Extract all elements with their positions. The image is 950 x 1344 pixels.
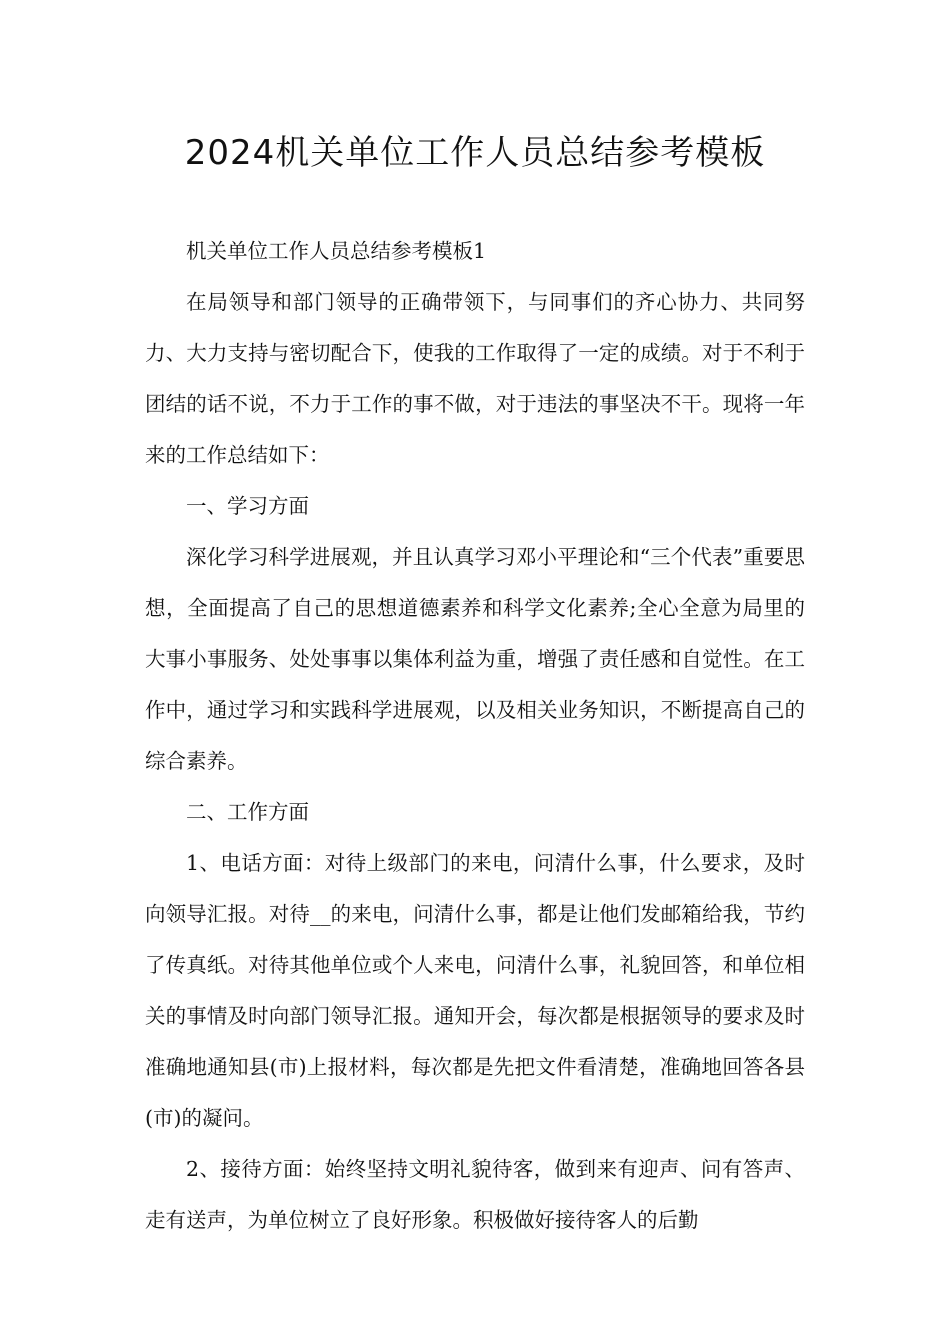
- subsection-heading-work: 二、工作方面: [186, 800, 309, 824]
- document-body: [145, 226, 805, 1246]
- section-heading: 机关单位工作人员总结参考模板1: [186, 239, 487, 263]
- document-title: 2024机关单位工作人员总结参考模板: [184, 133, 766, 173]
- phone-paragraph: 1、电话方面：对待上级部门的来电，问清什么事，什么要求，及时向领导汇报。对待__的来电，问清什么事，都是让他们发邮箱给我，节约了传真纸。对待其他单位或个人来电，问清什么事，礼貌回答，和单位相关的事情及时向部门领导汇报。通知开会，每次都是根据领导的要求及时准确地通知县(市)上报材料，每次都是先把文件看清楚，准确地回答各县(市)的凝问。: [145, 851, 805, 1130]
- reception-paragraph: 2、接待方面：始终坚持文明礼貌待客，做到来有迎声、问有答声、走有送声，为单位树立了良好形象。积极做好接待客人的后勤: [145, 1157, 805, 1232]
- study-paragraph: 深化学习科学进展观，并且认真学习邓小平理论和“三个代表”重要思想，全面提高了自己的思想道德素养和科学文化素养;全心全意为局里的大事小事服务、处处事事以集体利益为重，增强了责任感和自觉性。在工作中，通过学习和实践科学进展观，以及相关业务知识，不断提高自己的综合素养。: [145, 545, 805, 773]
- subsection-heading-study: 一、学习方面: [186, 494, 309, 518]
- intro-paragraph: 在局领导和部门领导的正确带领下，与同事们的齐心协力、共同努力、大力支持与密切配合下，使我的工作取得了一定的成绩。对于不利于团结的话不说，不力于工作的事不做，对于违法的事坚决不干。现将一年来的工作总结如下：: [145, 290, 805, 467]
